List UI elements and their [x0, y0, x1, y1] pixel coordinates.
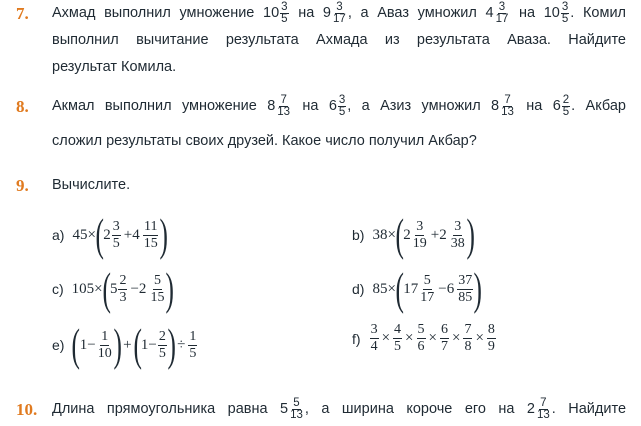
fraction: $\frac{3}{17}$ — [495, 0, 509, 25]
fraction: $\frac{1}{10}$ — [97, 328, 112, 361]
left-paren: ( — [395, 263, 404, 314]
fraction: $\frac{5}{15}$ — [150, 272, 165, 305]
problem-number: 9. — [16, 176, 29, 195]
fraction: $\frac{3}{5}$ — [338, 93, 346, 118]
fraction: $\frac{6}{7}$ — [440, 322, 448, 354]
fraction: $\frac{7}{13}$ — [536, 396, 550, 421]
problem-7-line-1: Ахмад выполнил умножение 10 $\frac{3}{5}$ на 9 $\frac{3}{17}$ , а Аваз умножил 4 $\frac{3}{17}$ на 10 $\frac{3}{5}$ . Комил — [52, 0, 627, 25]
fraction: $\frac{7}{13}$ — [277, 93, 291, 118]
fraction: $\frac{5}{13}$ — [290, 396, 303, 421]
left-paren: ( — [102, 263, 111, 314]
fraction: $\frac{3}{5}$ — [281, 0, 288, 25]
left-paren: ( — [95, 209, 104, 260]
fraction: $\frac{3}{5}$ — [112, 218, 120, 251]
fraction: $\frac{7}{8}$ — [464, 322, 472, 354]
problem-number: 10. — [16, 400, 38, 419]
times-sign: × — [451, 330, 461, 346]
fraction: $\frac{5}{6}$ — [417, 322, 425, 354]
fraction: $\frac{2}{5}$ — [562, 93, 570, 118]
problem-7-line-2: выполнил вычитание результата Ахмада из результата Аваза. Найдите — [52, 32, 626, 48]
fraction: $\frac{37}{85}$ — [458, 272, 473, 305]
times-sign: × — [475, 330, 484, 346]
fraction: $\frac{3}{19}$ — [412, 218, 427, 251]
problem-7-line-3: результат Комила. — [52, 59, 177, 75]
left-paren: ( — [132, 319, 142, 370]
fraction: $\frac{5}{17}$ — [420, 272, 435, 305]
expression-a: a) 45× ( 2 $\frac{3}{5}$ +4 $\frac{11}{15}$ ) — [52, 209, 168, 260]
fraction: $\frac{3}{17}$ — [333, 0, 346, 25]
right-paren: ) — [167, 319, 176, 370]
right-paren: ) — [466, 209, 475, 260]
expression-b: b) 38× ( 2 $\frac{3}{19}$ +2 $\frac{3}{38}$ ) — [352, 209, 475, 260]
expression-f: f) $\frac{3}{4}$ × $\frac{4}{5}$ × $\frac{5}{6}$ × $\frac{6}{7}$ × $\frac{7}{8}$ × $\frac{8}{9}$ — [352, 322, 495, 354]
fraction: $\frac{7}{13}$ — [501, 93, 514, 118]
problem-8-line-1: Акмал выполнил умножение 8 $\frac{7}{13}$ на 6 $\frac{3}{5}$ , а Азиз умножил 8 $\frac{7}{13}$ на 6 $\frac{2}{5}$ . Акбар — [52, 93, 626, 118]
fraction: $\frac{4}{5}$ — [394, 322, 402, 354]
problem-number: 8. — [16, 97, 29, 116]
times-sign: × — [428, 330, 437, 346]
fraction: $\frac{3}{38}$ — [450, 218, 465, 251]
problem-8-line-2: сложил результаты своих друзей. Какое число получил Акбар? — [52, 133, 477, 149]
times-sign: × — [381, 330, 391, 346]
right-paren: ) — [113, 319, 122, 370]
fraction: $\frac{3}{4}$ — [370, 322, 378, 354]
fraction-product — [369, 322, 497, 355]
fraction: $\frac{8}{9}$ — [487, 322, 495, 354]
right-paren: ) — [159, 209, 168, 260]
fraction: $\frac{3}{5}$ — [561, 0, 569, 25]
times-sign: × — [405, 330, 414, 346]
fraction: $\frac{11}{15}$ — [143, 218, 158, 251]
fraction: $\frac{2}{3}$ — [119, 272, 127, 305]
right-paren: ) — [473, 263, 483, 314]
left-paren: ( — [71, 319, 81, 370]
fraction: $\frac{1}{5}$ — [189, 328, 197, 361]
expression-c: c) 105× ( 5 $\frac{2}{3}$ −2 $\frac{5}{15}$ ) — [52, 263, 175, 314]
problem-10-line-1: Длина прямоугольника равна 5 $\frac{5}{13}$ , а ширина короче его на 2 $\frac{7}{13}$ . Найдите — [52, 396, 627, 421]
problem-9-title: Вычислите. — [52, 177, 131, 193]
right-paren: ) — [165, 263, 175, 314]
left-paren: ( — [395, 209, 404, 260]
expression-d: d) 85× ( 17 $\frac{5}{17}$ −6 $\frac{37}{85}$ ) — [352, 263, 483, 314]
problem-number: 7. — [16, 4, 29, 23]
fraction: $\frac{2}{5}$ — [158, 328, 166, 361]
expression-e: e) ( 1− $\frac{1}{10}$ ) + ( 1− $\frac{2}{5}$ ) ÷ $\frac{1}{5}$ — [52, 319, 197, 370]
